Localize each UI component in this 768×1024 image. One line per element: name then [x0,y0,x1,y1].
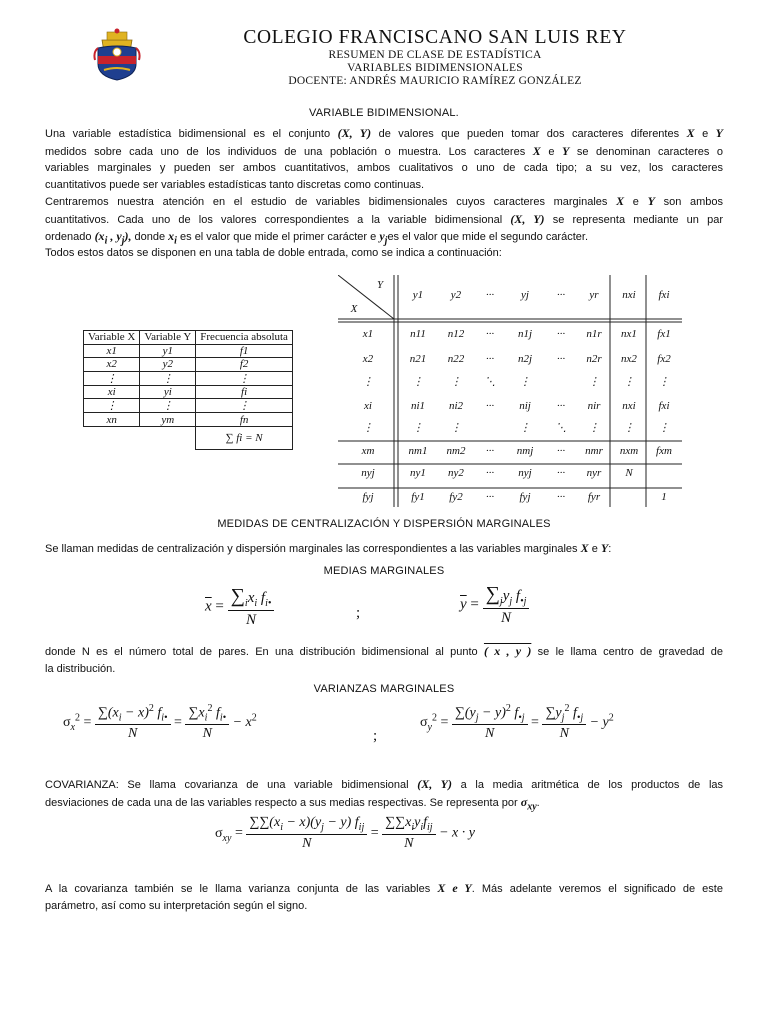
table-cell: nxm [619,445,639,457]
formula-covariance: $\sigma_{xy}$ = $\frac{\sum\sum(x_i - x)(y_j - y) f_{ij}}{N}$ = $\frac{\sum\sum x_iy_if_{ij}}{N}$ − x · y [215,815,475,851]
table-cell: n2r [586,353,602,365]
table-cell: ⋮ [412,422,424,434]
table-cell: nm1 [408,445,428,457]
table-total-row [84,426,293,449]
table-cell: fyj [362,491,374,503]
table-cell: fxi [658,400,670,412]
table-cell: ··· [556,353,566,365]
table-cell: xn [84,413,140,427]
table-cell: ym [140,413,196,427]
school-name: COLEGIO FRANCISCANO SAN LUIS REY [243,27,627,48]
table-cell: ··· [556,467,566,479]
table-cell: f2 [196,358,293,372]
column-header: ··· [556,289,566,301]
table-cell: ⋮ [450,422,462,434]
table-cell: ⋮ [519,376,531,388]
table-cell: ni1 [410,400,426,412]
table-cell: x1 [362,328,374,340]
table-cell: n22 [447,353,465,365]
table-cell: ⋮ [362,376,374,388]
table-cell: ··· [485,467,495,479]
table-row [84,399,293,413]
table-cell: nx2 [621,353,637,365]
column-header: Variable X [84,331,140,345]
paragraph-conclusion: A la covarianza también se le llama varianza conjunta de las variables X e Y. Más adelante veremos el significado de este parámetro, así como su interpretación según el signo. [45,881,723,912]
table-cell: ⋮ [519,422,531,434]
table-row [84,413,293,427]
table-cell: x1 [84,344,140,358]
table-cell: ⋮ [140,371,196,385]
paragraph-pairs: Centraremos nuestra atención en el estudio de variables bidimensionales cuyos caracteres marginales X e Y son ambos cuantitativos. Cada uno de los valores correspondientes a la variable bidimensional (X, Y) se representa mediante un par ordenado ($x_i$ , $y_j$), donde $x_i$ es el valor que mide el primer carácter e $y_jes$ el valor que mide el segundo carácter. [45,194,724,247]
paragraph-covariance: COVARIANZA: Se llama covarianza de una variable bidimensional (X, Y) a la media aritmética de los productos de las desviaciones de cada una de las variables respecto a sus medias respectivas. Se representa por $\sigma_{xy}$. [45,777,724,812]
table-cell: x2 [362,353,374,365]
column-header: Variable Y [140,331,196,345]
table-cell: ni2 [448,400,464,412]
corner-label-y: Y [376,279,384,291]
table-cell: ⋮ [658,422,670,434]
table-cell: ⋱ [555,422,567,434]
table-cell: yi [140,385,196,399]
column-header: ··· [485,289,495,301]
section-heading-measures: MEDIDAS DE CENTRALIZACIÓN Y DISPERSIÓN MARGINALES [217,518,551,530]
paragraph-definition: Una variable estadística bidimensional es el conjunto (X, Y) de valores que pueden tomar dos caracteres diferentes X e Y medidos sobre cada uno de los individuos de una población o muestra. Los caracteres X e Y se denominan caracteres o variables marginales y pueden ser ambos cuantitativos, ambos cualitativos o uno de cada tipo; a su vez, los caracteres cuantitativos puede ser variables estadísticas tanto discretas como continuas. [45,126,724,191]
table-row [84,344,293,358]
table-cell: ⋮ [84,399,140,413]
section-heading-variances: VARIANZAS MARGINALES [313,683,455,695]
table-cell: ny2 [448,467,464,479]
table-cell: nx1 [621,328,637,340]
table-cell: nyj [361,467,375,479]
table-cell: ··· [485,400,495,412]
table-cell: x2 [84,358,140,372]
table-cell: fxm [656,445,672,457]
table-cell: ⋮ [84,371,140,385]
teacher-name: DOCENTE: ANDRÉS MAURICIO RAMÍREZ GONZÁLEZ [288,75,582,87]
table-cell: y2 [140,358,196,372]
doc-subtitle: RESUMEN DE CLASE DE ESTADÍSTICA [328,49,542,61]
formula-variance-y: $\sigma_y^2$ = $\frac{\sum(y_j - y)^2 f_{•j}}{N}$ = $\frac{\sum y_j^2 f_{•j}}{N}$ − $y^2$ [420,703,614,742]
table-cell: ⋮ [450,376,462,388]
table-cell: f1 [196,344,293,358]
double-entry-table [338,275,682,507]
table-cell: n11 [410,328,426,340]
column-header: fxi [658,289,670,301]
table-cell: fy1 [411,491,425,503]
table-cell: ⋮ [658,376,670,388]
table-row [84,358,293,372]
table-cell: ⋮ [362,422,374,434]
table-cell: ··· [556,445,566,457]
table-cell: fy2 [449,491,463,503]
section-heading-means: MEDIAS MARGINALES [323,565,445,577]
table-cell: ⋮ [196,399,293,413]
table-cell: ny1 [410,467,426,479]
table-cell: n1j [517,328,533,340]
table-cell: n1r [586,328,602,340]
table-header-row [84,331,293,345]
formula-separator: ; [373,728,378,744]
table-cell: n21 [409,353,427,365]
column-header: y1 [412,289,424,301]
table-cell: nij [519,400,531,412]
formula-mean-y: $\overline{y}$ = $\frac{\sum_jy_j f_{•j}}{N}$ [460,583,529,627]
covariance-label: COVARIANZA: [45,779,119,791]
table-cell: ⋮ [196,371,293,385]
formula-mean-x: $\overline{x}$ = $\frac{\sum_ix_i f_{i•}}{N}$ [205,585,274,629]
table-cell: fi [196,385,293,399]
table-cell: nyj [518,467,532,479]
corner-label-x: X [350,303,358,315]
table-cell: ⋮ [623,422,635,434]
table-cell: nmj [516,445,534,457]
table-cell: ⋮ [588,376,600,388]
table-cell: ··· [556,400,566,412]
total-cell: ∑ fi = N [196,426,293,449]
table-cell: ⋮ [412,376,424,388]
table-cell: fyj [519,491,531,503]
formula-separator: ; [356,605,361,621]
paragraph-table-intro: Todos estos datos se disponen en una tabla de doble entrada, como se indica a continuación: [45,247,502,259]
formula-variance-x: $\sigma_x^2$ = $\frac{\sum(x_i - x)^2 f_{i•}}{N}$ = $\frac{\sum x_i^2 f_{i•}}{N}$ − $x^2$ [63,703,257,742]
table-cell: n2j [517,353,533,365]
table-cell: ⋮ [623,376,635,388]
frequency-table [83,330,293,450]
table-cell: fn [196,413,293,427]
table-cell: ⋮ [588,422,600,434]
column-header: nxi [622,289,636,301]
table-cell: ··· [485,328,495,340]
table-row [84,385,293,399]
table-cell: fyr [587,491,601,503]
section-heading-variable: VARIABLE BIDIMENSIONAL. [309,107,459,119]
column-header: yr [589,289,599,301]
table-cell: ··· [485,353,495,365]
table-cell: y1 [140,344,196,358]
table-row [84,371,293,385]
column-header: yj [521,289,529,301]
column-header: Frecuencia absoluta [196,331,293,345]
table-cell: fx1 [657,328,671,340]
table-cell: nyr [586,467,602,479]
table-cell: nmr [585,445,603,457]
table-cell: ··· [556,491,566,503]
table-cell: xi [84,385,140,399]
table-cell: 1 [661,491,667,503]
table-cell: ··· [556,328,566,340]
table-cell: n12 [447,328,465,340]
school-crest-icon [92,26,142,82]
doc-topic: VARIABLES BIDIMENSIONALES [347,62,523,74]
paragraph-marginal-measures: Se llaman medidas de centralización y dispersión marginales las correspondientes a las variables marginales X e Y: [45,541,612,555]
table-cell: N [625,467,633,479]
column-header: y2 [450,289,462,301]
table-cell: nxi [622,400,636,412]
table-cell: ··· [485,445,495,457]
table-cell: xi [364,400,372,412]
table-cell: ⋮ [140,399,196,413]
table-cell: xm [361,445,375,457]
table-cell: nir [587,400,601,412]
table-cell: ⋱ [484,376,496,388]
table-cell: nm2 [446,445,466,457]
table-cell: fx2 [657,353,671,365]
paragraph-center-of-gravity: donde N es el número total de pares. En una distribución bidimensional al punto ( x , y ) se le llama centro de gravedad de la distribución. [45,644,723,675]
table-cell: ··· [485,491,495,503]
